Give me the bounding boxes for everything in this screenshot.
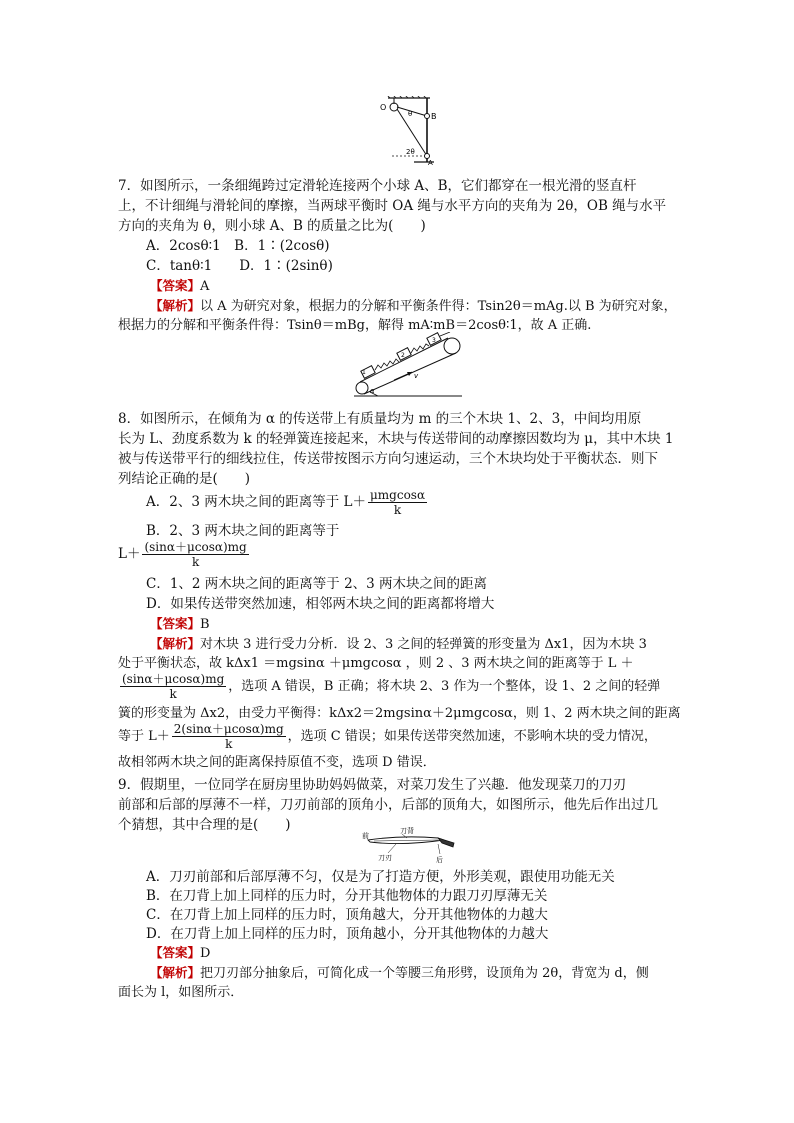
q8-analysis-4: 簧的形变量为 Δx2，由受力平衡得：kΔx2＝2mgsinα＋2μmgcosα，则 1、2 两木块之间的距离 — [118, 706, 681, 721]
label-knife-back: 刀背 — [400, 827, 414, 835]
fraction-denominator: k — [191, 555, 200, 569]
q8-option-b-prefix: L＋ — [118, 546, 141, 562]
label-theta: θ — [408, 110, 413, 118]
q9-option-a: A．刀刃前部和后部厚薄不匀，仅是为了打造方便，外形美观，跟使用功能无关 — [146, 869, 615, 885]
analysis-tag: 【解析】 — [150, 298, 201, 313]
velocity-label: v — [414, 372, 419, 380]
answer-tag: 【答案】 — [150, 278, 201, 293]
block-2-label: 2 — [401, 352, 405, 359]
answer-tag: 【答案】 — [150, 616, 201, 631]
q9-option-b: B．在刀背上加上同样的压力时，分开其他物体的力跟刀刃厚薄无关 — [146, 888, 548, 904]
q8-analysis-text-5b: ，选项 C 错误；如果传送带突然加速，不影响木块的受力情况， — [287, 729, 657, 744]
label-O: O — [380, 103, 387, 112]
q7-stem-1: 7．如图所示，一条细绳跨过定滑轮连接两个小球 A、B，它们都穿在一根光滑的竖直杆 — [118, 178, 637, 194]
q8-analysis-text-1: 对木块 3 进行受力分析．设 2、3 之间的轻弹簧的形变量为 Δx1，因为木块 3 — [200, 637, 647, 652]
pulley-figure — [378, 96, 436, 166]
fraction-numerator: μmgcosα — [369, 488, 426, 502]
q7-answer — [150, 276, 209, 297]
q9-analysis-2: 面长为 l，如图所示． — [118, 985, 244, 1000]
q8-option-c: C．1、2 两木块之间的距离等于 2、3 两木块之间的距离 — [146, 576, 488, 592]
q7-option-cd: C．tanθ∶1 D．1∶(2sinθ) — [146, 258, 333, 274]
q8-analysis-3 — [118, 672, 660, 701]
alpha-label: α — [370, 387, 375, 395]
q9-stem-1: 9．假期里，一位同学在厨房里协助妈妈做菜，对菜刀发生了兴趣．他发现菜刀的刀刃 — [118, 777, 627, 793]
q9-analysis-text-1: 把刀刃部分抽象后，可简化成一个等腰三角形劈，设顶角为 2θ，背宽为 d，侧 — [200, 966, 649, 981]
q9-answer — [150, 943, 210, 964]
q8-analysis-text-5a: 等于 L＋ — [118, 729, 170, 744]
q8-stem-3: 被与传送带平行的细线拉住，传送带按图示方向匀速运动，三个木块均处于平衡状态．则下 — [118, 451, 658, 467]
q8-answer-value: B — [200, 617, 210, 632]
fraction-denominator: k — [393, 503, 402, 517]
q8-analysis-fraction-1 — [120, 672, 226, 701]
label-A: A — [428, 159, 433, 166]
q9-analysis-1 — [150, 963, 649, 984]
knife-figure — [362, 826, 458, 866]
q8-option-d: D．如果传送带突然加速，相邻两木块之间的距离都将增大 — [146, 596, 495, 612]
q9-option-c: C．在刀背上加上同样的压力时，顶角越大，分开其他物体的力越大 — [146, 907, 548, 923]
block-3-label: 3 — [432, 337, 436, 344]
q8-analysis-6: 故相邻两木块之间的距离保持原值不变，选项 D 错误． — [118, 755, 436, 770]
q8-analysis-1 — [150, 634, 647, 655]
q9-stem-2: 前部和后部的厚薄不一样，刀刃前部的顶角小，后部的顶角大，如图所示，他先后作出过几 — [118, 797, 658, 813]
q7-option-ab: A．2cosθ∶1 B．1∶(2cosθ) — [146, 238, 330, 254]
q9-stem-3: 个猜想，其中合理的是( ) — [118, 817, 291, 833]
q7-analysis-1 — [150, 296, 677, 317]
q8-analysis-2: 处于平衡状态，故 kΔx1 ＝mgsinα ＋μmgcosα ，则 2 、3 两木块之间的距离等于 L ＋ — [118, 656, 634, 671]
fraction-denominator: k — [225, 737, 233, 751]
q9-option-d: D．在刀背上加上同样的压力时，顶角越小，分开其他物体的力越大 — [146, 926, 549, 942]
q9-answer-value: D — [200, 946, 211, 961]
label-rear: 后 — [436, 856, 443, 864]
q8-stem-4: 列结论正确的是( ) — [118, 471, 251, 487]
q8-analysis-5 — [118, 722, 657, 751]
q8-stem-2: 长为 L、劲度系数为 k 的轻弹簧连接起来，木块与传送带间的动摩擦因数均为 μ，其中木块 1 — [118, 431, 674, 447]
q8-option-b: B．2、3 两木块之间的距离等于 — [146, 523, 340, 539]
fraction-denominator: k — [169, 687, 177, 701]
q8-analysis-text-3: ，选项 A 错误，B 正确；将木块 2、3 作为一个整体，设 1、2 之间的轻弹 — [228, 679, 661, 694]
q8-option-b-formula — [118, 540, 251, 569]
q7-stem-3: 方向的夹角为 θ，则小球 A、B 的质量之比为( ) — [118, 218, 426, 234]
fraction-numerator: (sinα＋μcosα)mg — [122, 672, 225, 686]
q7-analysis-2: 根据力的分解和平衡条件得：Tsinθ＝mBg，解得 mA∶mB＝2cosθ∶1，故 A 正确. — [118, 318, 592, 333]
block-1-label: 1 — [362, 369, 366, 376]
conveyor-figure — [350, 332, 466, 398]
fraction-numerator: 2(sinα＋μcosα)mg — [173, 722, 284, 736]
fraction-numerator: (sinα＋μcosα)mg — [144, 540, 247, 554]
analysis-tag: 【解析】 — [150, 636, 201, 651]
q7-answer-value: A — [200, 279, 210, 294]
q8-option-b-fraction — [142, 540, 248, 569]
q8-stem-1: 8．如图所示，在倾角为 α 的传送带上有质量均为 m 的三个木块 1、2、3，中间均用原 — [118, 411, 642, 427]
q8-option-a — [146, 488, 429, 517]
label-B: B — [431, 112, 436, 121]
q8-analysis-fraction-2 — [172, 722, 286, 751]
q7-analysis-text-1: 以 A 为研究对象，根据力的分解和平衡条件得：Tsin2θ＝mAg.以 B 为研究对象， — [200, 299, 677, 314]
analysis-tag: 【解析】 — [150, 965, 201, 980]
q8-option-a-fraction — [368, 488, 427, 517]
q8-option-a-text: A．2、3 两木块之间的距离等于 L＋ — [146, 494, 366, 510]
label-edge: 刀刃 — [378, 854, 392, 862]
answer-tag: 【答案】 — [150, 945, 201, 960]
label-front: 前 — [362, 832, 369, 840]
label-2theta: 2θ — [406, 148, 415, 156]
q8-answer — [150, 614, 210, 635]
q7-stem-2: 上，不计细绳与滑轮间的摩擦，当两球平衡时 OA 绳与水平方向的夹角为 2θ，OB 绳与水平 — [118, 198, 667, 214]
